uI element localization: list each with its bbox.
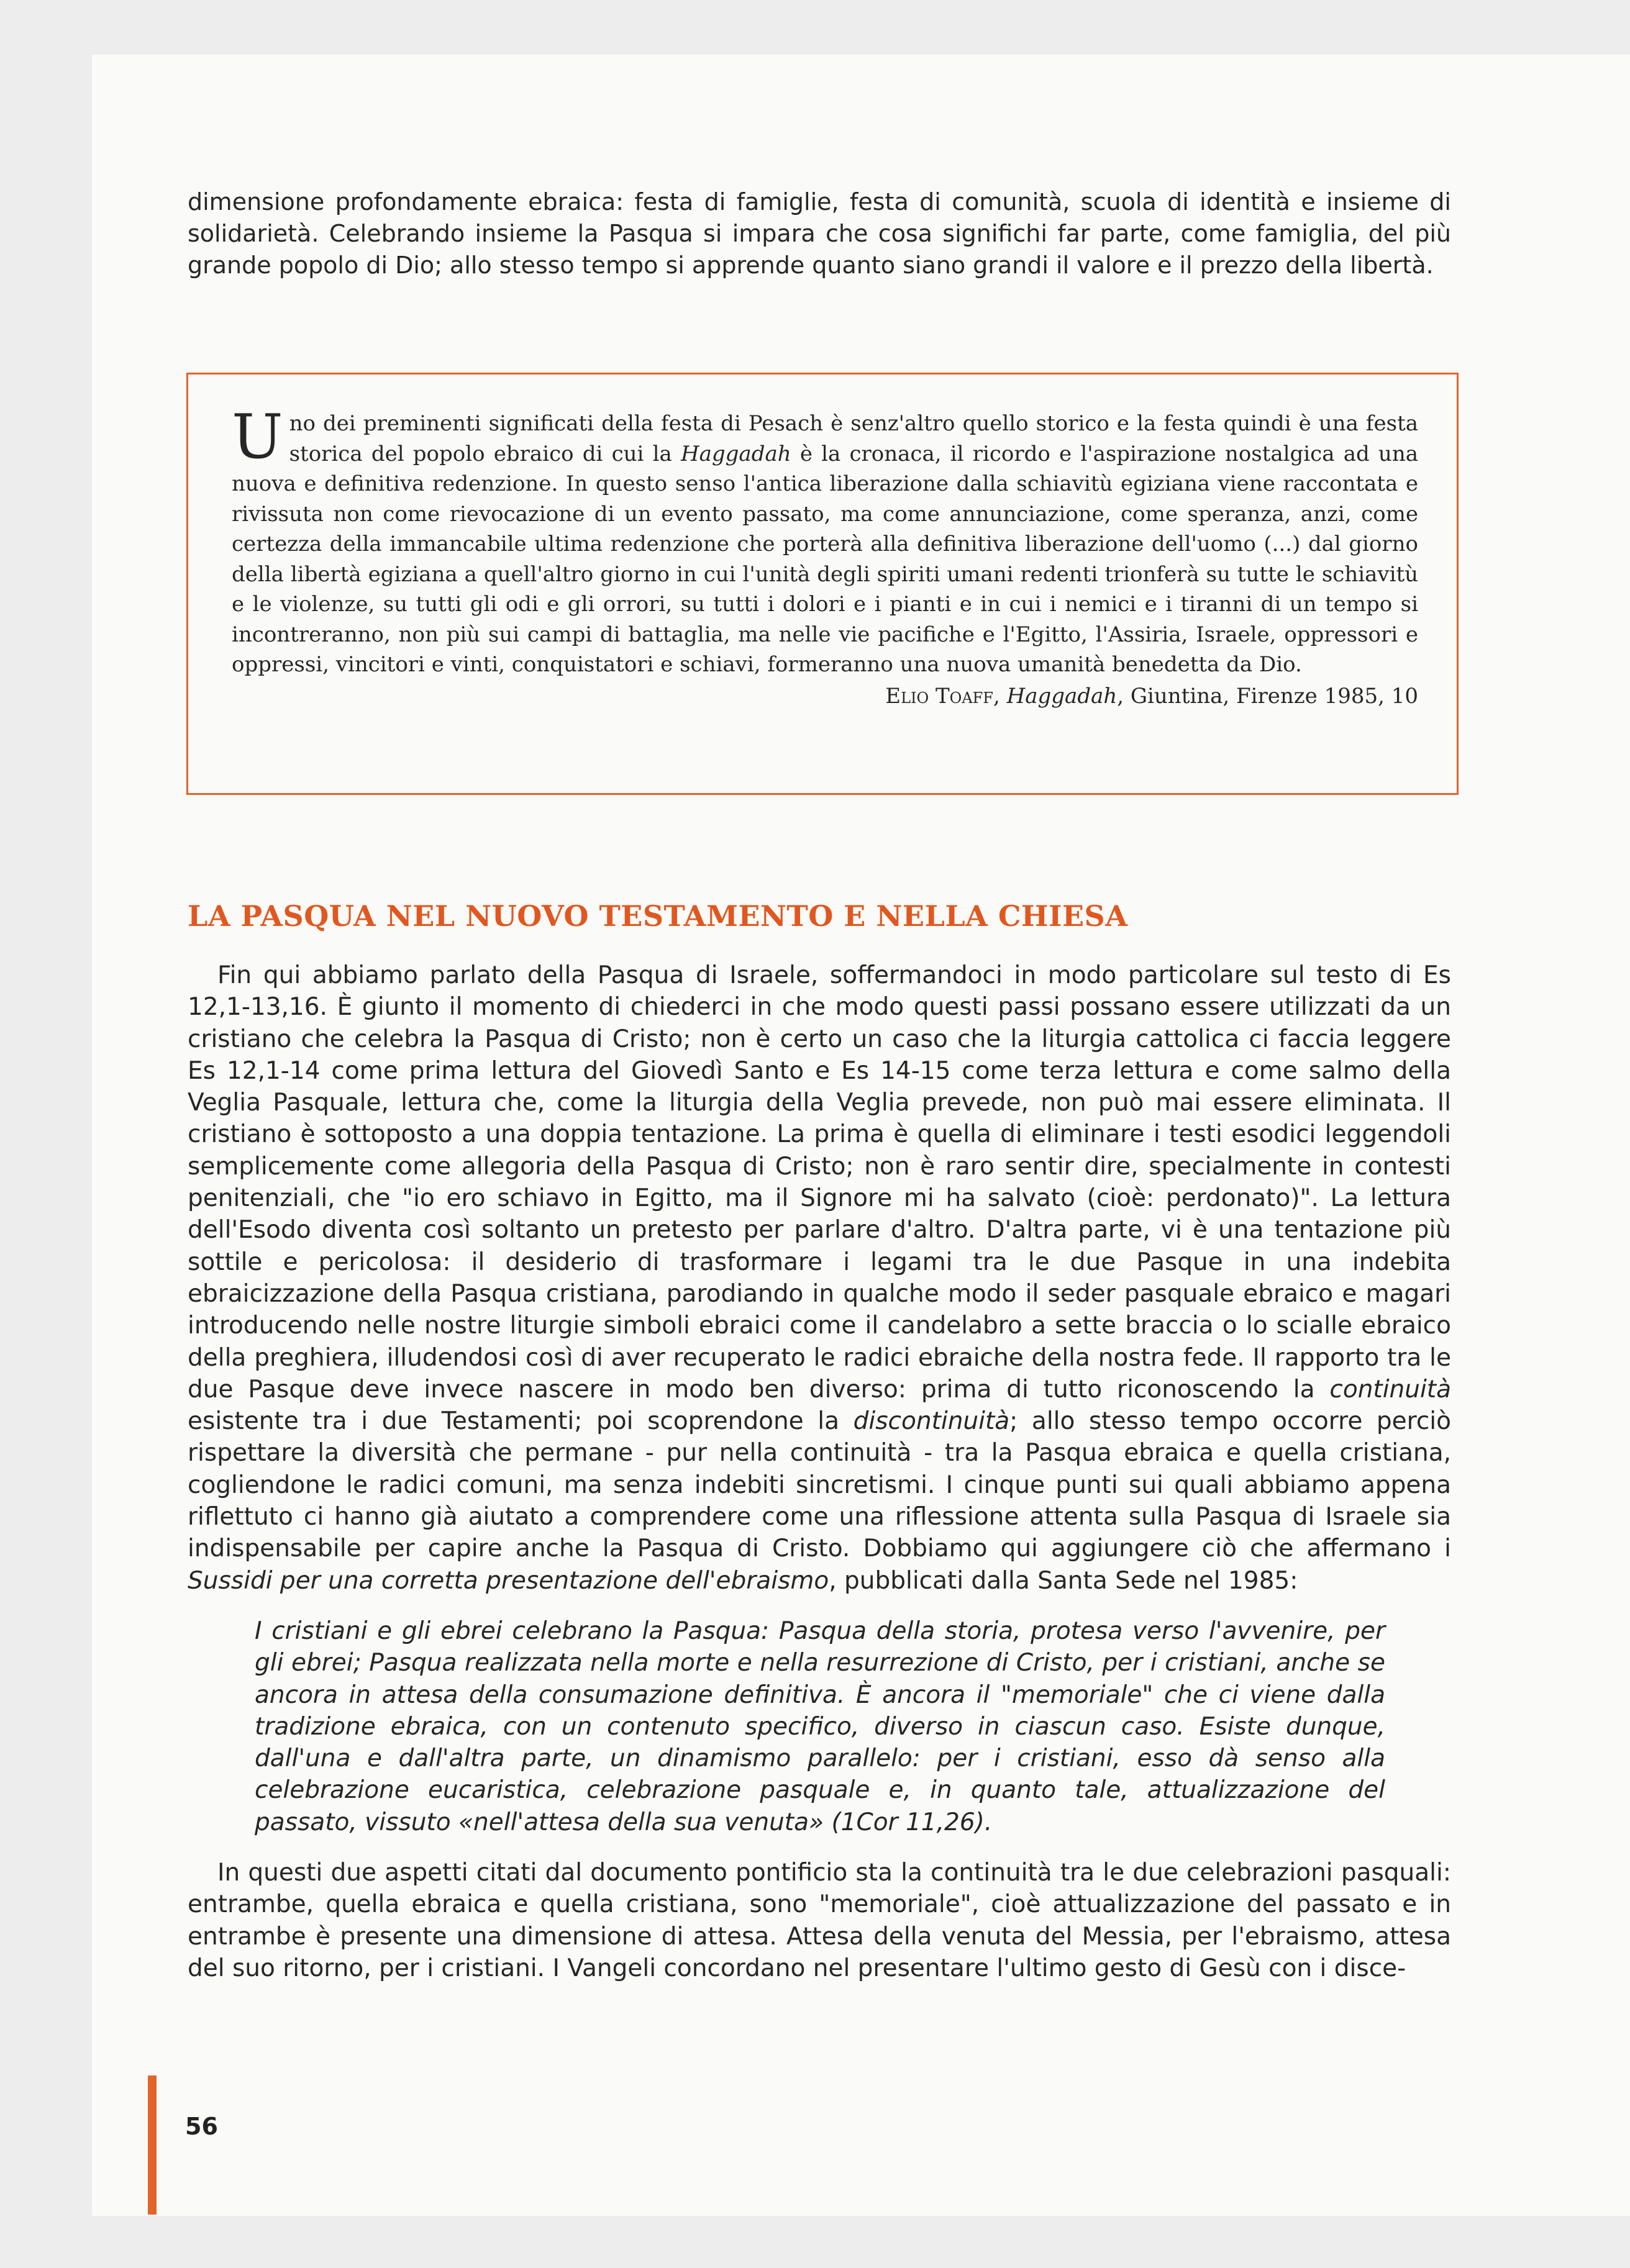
quote-citation: Elio Toaff, Haggadah, Giuntina, Firenze 1985, 10 bbox=[885, 683, 1418, 709]
page-number: 56 bbox=[185, 2113, 218, 2140]
quote-text-part-2: è la cronaca, il ricordo e l'aspirazione nostalgica ad una nuova e definitiva redenzione. In questo senso l'antica liberazione dalla schiavitù egiziana viene raccontata e rivissuta non come rievocazione di un evento passato, ma come annunciazione, come speranza, anzi, come certezza della immancabile ultima redenzione che porterà alla definitiva liberazione dell'uomo (...) dal giorno della libertà egiziana a quell'altro giorno in cui l'unità degli spiriti umani redenti trionferà su tutte le schiavitù e le violenze, su tutti gli odi e gli orrori, su tutti i dolori e i pianti e in cui i nemici e i tiranni di un tempo si incontreranno, non più sui campi di battaglia, ma nelle vie pacifiche e l'Egitto, l'Assiria, Israele, oppressori e oppressi, vincitori e vinti, conquistatori e schiavi, formeranno una nuova umanità benedetta da Dio. bbox=[232, 441, 1418, 677]
main-text-block bbox=[188, 959, 1451, 1984]
citation-title: Haggadah bbox=[1006, 683, 1118, 709]
citation-rest: , Giuntina, Firenze 1985, 10 bbox=[1117, 683, 1418, 709]
intro-paragraph: dimensione profondamente ebraica: festa di famiglie, festa di comunità, scuola di identità e insieme di solidarietà. Celebrando insieme la Pasqua si impara che cosa significhi far parte, come famiglia, del più grande popolo di Dio; allo stesso tempo si apprende quanto siano grandi il valore e il prezzo della libertà. bbox=[188, 188, 1451, 279]
quote-text-part-1: no dei preminenti significati della festa di Pesach è senz'altro quello storico e la festa quindi è una festa storica del popolo ebraico di cui la bbox=[289, 411, 1418, 466]
p1-sussidi-title: Sussidi per una corretta presentazione dell'ebraismo bbox=[188, 1566, 829, 1595]
quote-text bbox=[232, 402, 1418, 680]
section-heading: LA PASQUA NEL NUOVO TESTAMENTO E NELLA CHIESA bbox=[188, 899, 1128, 933]
p1-part-a: Fin qui abbiamo parlato della Pasqua di Israele, soffermandoci in modo particolare sul testo di Es 12,1-13,16. È giunto il momento di chiederci in che modo questi passi possano essere utilizzati da un cristiano che celebra la Pasqua di Cristo; non è certo un caso che la liturgia cattolica ci faccia leggere Es 12,1-14 come prima lettura del Giovedì Santo e Es 14-15 come terza lettura e come salmo della Veglia Pasquale, lettura che, come la liturgia della Veglia prevede, non può mai essere eliminata. Il cristiano è sottoposto a una doppia tentazione. La prima è quella di eliminare i testi esodici leggendoli semplicemente come allegoria della Pasqua di Cristo; non è raro sentir dire, specialmente in contesti penitenziali, che "io ero schiavo in Egitto, ma il Signore mi ha salvato (cioè: perdonato)". La lettura dell'Esodo diventa così soltanto un pretesto per parlare d'altro. D'altra parte, vi è una tentazione più sottile e pericolosa: il desiderio di trasformare i legami tra le due Pasque in una indebita ebraicizzazione della Pasqua cristiana, parodiando in qualche modo il seder pasquale ebraico e magari introducendo nelle nostre liturgie simboli ebraici come il candelabro a sette braccia o lo scialle ebraico della preghiera, illudendosi così di aver recuperato le radici ebraiche della nostra fede. Il rapporto tra le due Pasque deve invece nascere in modo ben diverso: prima di tutto riconoscendo la bbox=[188, 961, 1451, 1404]
p1-part-d: , pubblicati dalla Santa Sede nel 1985: bbox=[829, 1566, 1298, 1595]
intro-paragraph-block bbox=[188, 186, 1451, 281]
p1-discontinuita: discontinuità bbox=[853, 1407, 1010, 1436]
page-number-marker bbox=[148, 2075, 157, 2215]
p1-part-b: esistente tra i due Testamenti; poi scoprendone la bbox=[188, 1407, 854, 1436]
quote-box bbox=[186, 373, 1459, 795]
dropcap: U bbox=[232, 402, 283, 473]
p1-part-c: ; allo stesso tempo occorre perciò rispettare la diversità che permane - pur nella continuità - tra la Pasqua ebraica e quella cristiana, cogliendone le radici comuni, ma senza indebiti sincretismi. I cinque punti sui quali abbiamo appena riflettuto ci hanno già aiutato a comprendere come una riflessione attenta sulla Pasqua di Israele sia indispensabile per capire anche la Pasqua di Cristo. Dobbiamo qui aggiungere ciò che affermano i bbox=[188, 1407, 1451, 1563]
p1-continuita: continuità bbox=[1329, 1375, 1451, 1404]
main-paragraph-2: In questi due aspetti citati dal documento pontificio sta la continuità tra le due celebrazioni pasquali: entrambe, quella ebraica e quella cristiana, sono "memoriale", cioè attualizzazione del passato e in entrambe è presente una dimensione di attesa. Attesa della venuta del Messia, per l'ebraismo, attesa del suo ritorno, per i cristiani. I Vangeli concordano nel presentare l'ultimo gesto di Gesù con i disce- bbox=[188, 1859, 1451, 1982]
blockquote: I cristiani e gli ebrei celebrano la Pasqua: Pasqua della storia, protesa verso l'avvenire, per gli ebrei; Pasqua realizzata nella morte e nella resurrezione di Cristo, per i cristiani, anche se ancora in attesa della consumazione definitiva. È ancora il "memoriale" che ci viene dalla tradizione ebraica, con un contenuto specifico, diverso in ciascun caso. Esiste dunque, dall'una e dall'altra parte, un dinamismo parallelo: per i cristiani, esso dà senso alla celebrazione eucaristica, celebrazione pasquale e, in quanto tale, attualizzazione del passato, vissuto «nell'attesa della sua venuta» (1Cor 11,26). bbox=[255, 1617, 1385, 1836]
citation-author: Elio Toaff bbox=[885, 683, 993, 709]
quote-text-italic: Haggadah bbox=[680, 441, 791, 466]
main-paragraph-1 bbox=[188, 959, 1451, 1597]
